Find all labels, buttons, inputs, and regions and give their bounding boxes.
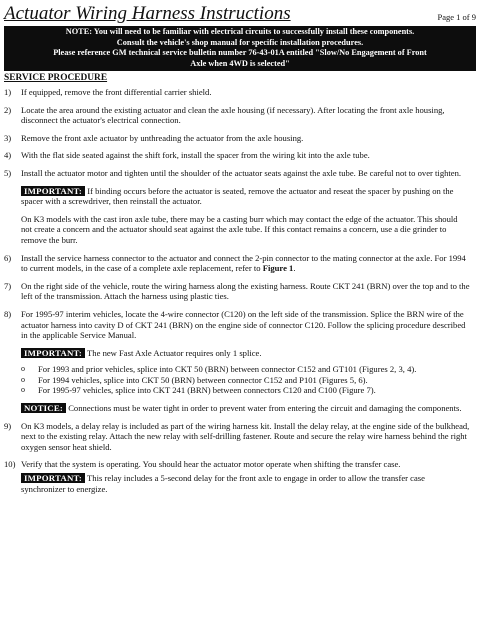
bullet-icon: o [21,364,25,374]
note-banner [4,26,476,71]
step-1 [4,87,476,98]
important-text: This relay includes a 5-second delay for the front axle to engage in order to allow the transfer case synchronizer to energize. [21,473,425,494]
important-callout-2 [21,348,476,359]
step-text: On the right side of the vehicle, route the wiring harness along the existing harness. Route CKT 241 (BRN) over the top and to the left of the transmission. Attach the harness using plastic ties. [21,280,470,302]
note-line-3: Please reference GM technical service bulletin number 76-43-01A entitled "Slow/No Engagement of Front [53,48,427,57]
note-line-4: Axle when 4WD is selected" [190,58,290,68]
list-item [21,364,476,375]
splice-list [21,364,476,396]
page-header [4,2,476,24]
important-tag: IMPORTANT: [21,473,85,483]
step-number: 4) [4,150,12,161]
step-2 [4,105,476,126]
bullet-icon: o [21,374,25,384]
step-text-part: Install the service harness connector to the actuator and connect the 2-pin connector to the mating connector at the axle. For 1994 to current models, in the case of a complete axle replacement, refer to [21,252,466,274]
step-text-end: . [293,263,296,274]
step-9 [4,421,476,453]
list-item [21,385,476,396]
section-title: SERVICE PROCEDURE [4,73,108,83]
step-number: 9) [4,420,12,431]
step-number: 10) [4,459,16,470]
step-text: On K3 models, a delay relay is included as part of the wiring harness kit. Install the delay relay, at the engine side of the bulkhead, next to the existing relay. Attach the new relay with self-drilling fastener. Route and secure the relay wire harness behind the right oxygen sensor heat shield. [21,420,470,452]
step-text: Install the actuator motor and tighten until the shoulder of the actuator seats against the axle tube. Be careful not to over tighten. [21,167,462,178]
note-line-1: NOTE: You will need to be familiar with electrical circuits to successfully install these components. [65,27,415,36]
step-number: 5) [4,167,12,178]
step-text [21,253,476,274]
step-text: Remove the front axle actuator by unthreading the actuator from the axle housing. [21,132,304,143]
step-text: For 1995-97 interim vehicles, locate the 4-wire connector (C120) on the left side of the transmission. Splice the BRN wire of the actuator harness into cavity D of CKT 241 (BRN) on the engine side of connector C120. Follow the splicing procedure described in the applicable Service Manual. [21,308,466,341]
step-text: Locate the area around the existing actuator and clean the axle housing (if necessary). After locating the front axle housing, disconnect the actuator's electrical connection. [21,104,445,126]
important-callout-1 [21,186,476,207]
step-5 [4,168,476,179]
page-number: Page 1 of 9 [437,12,476,22]
step-text: Verify that the system is operating. You should hear the actuator motor operate when shifting the transfer case. [21,459,401,470]
step-number: 8) [4,308,12,319]
important-text: The new Fast Axle Actuator requires only 1 splice. [85,347,262,358]
important-tag: IMPORTANT: [21,186,85,196]
step-text: With the flat side seated against the shift fork, install the spacer from the wiring kit into the axle tube. [21,150,370,161]
important-text: If binding occurs before the actuator is seated, remove the actuator and reseat the spacer by pushing on the spacer with a screwdriver, then reinstall the actuator. [21,185,454,207]
notice-callout [21,403,476,414]
k3-casting-paragraph: On K3 models with the cast iron axle tube, there may be a casting burr which may contact the edge of the actuator. This should not create a concern and the actuator should seat against the axle tube. If this contact remains a concern, use a die grinder to remove the burr. [21,213,458,245]
notice-text: Connections must be water tight in order to prevent water from entering the circuit and damaging the components. [66,403,462,414]
figure-reference: Figure 1 [262,263,294,274]
list-item-text: For 1994 vehicles, splice into CKT 50 (BRN) between connector C152 and P101 (Figures 5, 6). [38,374,368,385]
list-item-text: For 1993 and prior vehicles, splice into CKT 50 (BRN) between connector C152 and GT101 (Figures 2, 3, 4). [38,364,417,375]
step-number: 6) [4,252,12,263]
step-number: 7) [4,280,12,291]
step-7 [4,281,476,302]
important-callout-3 [21,473,476,494]
document-title: Actuator Wiring Harness Instructions [4,3,291,24]
important-tag: IMPORTANT: [21,348,85,358]
step-3 [4,133,476,144]
step-text: If equipped, remove the front differential carrier shield. [21,87,212,97]
step-8 [4,309,476,341]
bullet-icon: o [21,385,25,395]
notice-tag: NOTICE: [21,403,66,413]
note-line-2: Consult the vehicle's shop manual for specific installation procedures. [116,37,364,47]
step-4 [4,150,476,161]
step-number: 1) [4,87,12,97]
step-number: 2) [4,104,12,115]
step-6 [4,253,476,274]
list-item-text: For 1995-97 vehicles, splice into CKT 241 (BRN) between connectors C120 and C100 (Figure 7). [38,385,376,396]
step-10 [4,459,476,470]
list-item [21,375,476,386]
step-number: 3) [4,132,12,143]
